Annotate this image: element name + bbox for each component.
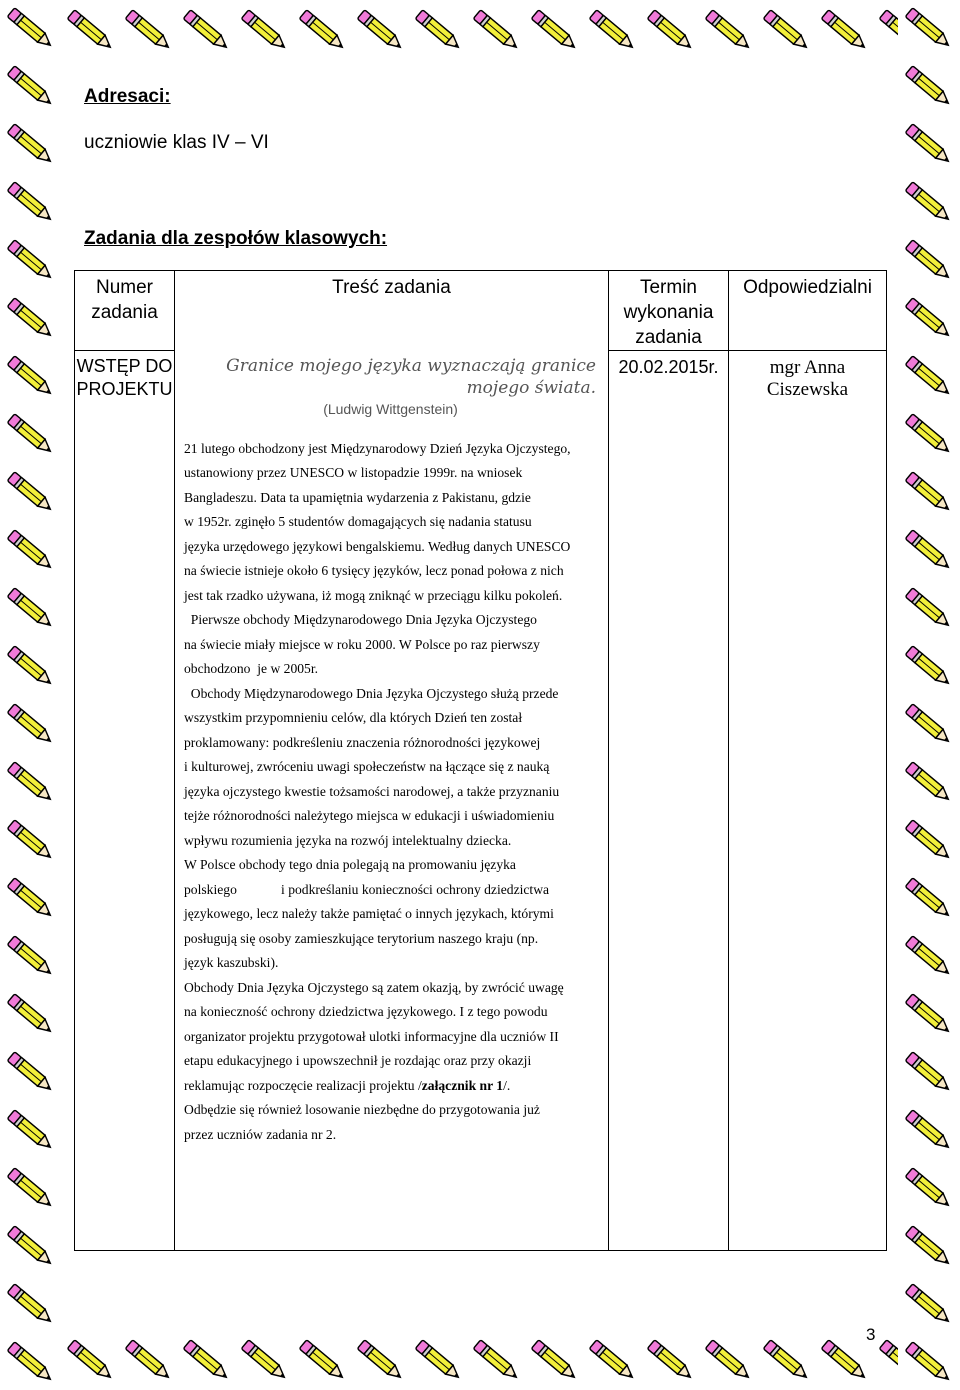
pencil-icon <box>642 1332 700 1390</box>
pencil-icon <box>2 406 60 464</box>
tasks-heading: Zadania dla zespołów klasowych: <box>84 228 388 249</box>
pencil-icon <box>236 2 294 60</box>
pencil-icon <box>900 1102 958 1160</box>
paragraph: Obchody Międzynarodowego Dnia Języka Ojczystego służą przede wszystkim przypomnieniu celów, dla których Dzień ten został proklamowany: podkreśleniu znaczenia różnorodności językowej i kulturowej, zwróceniu uwagi społeczeństw na łączące się z nauką języka ojczystego kwestie tożsamości narodowej, a także przyznaniu tejże różnorodności należytego miejsca w edukacji i uświadomieniu wpływu rozumienia języka na rozwój intelektualny dziecka. <box>184 685 560 848</box>
table-row <box>75 351 887 1251</box>
pencil-icon <box>2 580 60 638</box>
pencil-border-left <box>0 0 62 1390</box>
pencil-icon <box>526 1332 584 1390</box>
header-deadline: Termin wykonania zadania <box>609 271 729 351</box>
pencil-icon <box>2 928 60 986</box>
pencil-icon <box>900 348 958 406</box>
task-content <box>175 351 609 1251</box>
task-deadline: 20.02.2015r. <box>609 351 729 1251</box>
pencil-icon <box>900 1276 958 1334</box>
pencil-icon <box>410 2 468 60</box>
attachment-suffix: /. <box>503 1077 511 1093</box>
pencil-icon <box>2 522 60 580</box>
pencil-icon <box>2 696 60 754</box>
addressees-value: uczniowie klas IV – VI <box>84 132 269 153</box>
pencil-icon <box>758 1332 816 1390</box>
closing-paragraph: Odbędzie się również losowanie niezbędne do przygotowania już przez uczniów zadania nr 2. <box>184 1102 540 1142</box>
pencil-icon <box>900 116 958 174</box>
paragraph: 21 lutego obchodzony jest Międzynarodowy Dzień Języka Ojczystego, ustanowiony przez UNESCO w listopadzie 1999r. na wniosek Bangladeszu. Data ta upamiętnia wydarzenia z Pakistanu, gdzie w 1952r. zginęło 5 studentów domagających się nadania statusu języka urzędowego językowi bengalskiemu. Według danych UNESCO na świecie istnieje około 6 tysięcy języków, lecz ponad połowa z nich jest tak rzadko używana, iż mogą zniknąć w przeciągu kilku pokoleń. <box>184 440 571 603</box>
pencil-icon <box>900 232 958 290</box>
pencil-icon <box>900 1160 958 1218</box>
pencil-icon <box>816 2 874 60</box>
pencil-icon <box>2 1276 60 1334</box>
pencil-icon <box>900 754 958 812</box>
pencil-icon <box>2 638 60 696</box>
pencil-icon <box>178 2 236 60</box>
pencil-icon <box>900 986 958 1044</box>
pencil-icon <box>410 1332 468 1390</box>
pencil-icon <box>352 2 410 60</box>
pencil-icon <box>2 174 60 232</box>
pencil-icon <box>700 2 758 60</box>
pencil-icon <box>62 2 120 60</box>
pencil-icon <box>874 1332 898 1390</box>
motto <box>175 351 608 419</box>
pencil-icon <box>900 580 958 638</box>
pencil-icon <box>2 290 60 348</box>
pencil-icon <box>900 58 958 116</box>
pencil-icon <box>900 928 958 986</box>
pencil-icon <box>178 1332 236 1390</box>
pencil-icon <box>900 0 958 58</box>
pencil-icon <box>2 1218 60 1276</box>
pencil-border-right <box>898 0 960 1390</box>
pencil-icon <box>584 1332 642 1390</box>
pencil-icon <box>2 232 60 290</box>
pencil-icon <box>900 812 958 870</box>
pencil-icon <box>900 1334 958 1390</box>
page-number: 3 <box>866 1325 876 1344</box>
pencil-icon <box>2 58 60 116</box>
task-description <box>175 419 608 1148</box>
attachment-reference: załącznik nr 1 <box>421 1077 504 1093</box>
pencil-icon <box>62 1332 120 1390</box>
pencil-icon <box>2 464 60 522</box>
pencil-icon <box>2 754 60 812</box>
pencil-icon <box>900 638 958 696</box>
header-responsible: Odpowiedzialni <box>729 271 887 351</box>
pencil-icon <box>2 116 60 174</box>
pencil-icon <box>120 1332 178 1390</box>
quote-text: Granice mojego języka wyznaczają granice mojego świata. <box>226 355 596 398</box>
pencil-icon <box>900 696 958 754</box>
header-number: Numer zadania <box>75 271 175 351</box>
addressees-heading: Adresaci: <box>84 86 171 107</box>
pencil-icon <box>120 2 178 60</box>
quote-author: (Ludwig Wittgenstein) <box>323 400 458 417</box>
pencil-icon <box>2 812 60 870</box>
pencil-icon <box>900 464 958 522</box>
pencil-icon <box>642 2 700 60</box>
pencil-icon <box>2 870 60 928</box>
pencil-icon <box>2 0 60 58</box>
task-number: WSTĘP DO PROJEKTU <box>75 351 175 1251</box>
pencil-icon <box>468 1332 526 1390</box>
tasks-table <box>74 270 887 1251</box>
table-header-row <box>75 271 887 351</box>
pencil-icon <box>900 174 958 232</box>
pencil-icon <box>900 406 958 464</box>
pencil-icon <box>2 348 60 406</box>
paragraph: Pierwsze obchody Międzynarodowego Dnia Języka Ojczystego na świecie miały miejsce w roku 2000. W Polsce po raz pierwszy obchodzono je w 2005r. <box>184 612 540 676</box>
paragraph <box>184 976 598 1099</box>
pencil-icon <box>2 986 60 1044</box>
task-responsible: mgr Anna Ciszewska <box>729 351 887 1251</box>
pencil-icon <box>584 2 642 60</box>
pencil-icon <box>2 1044 60 1102</box>
pencil-icon <box>900 1044 958 1102</box>
pencil-border-top <box>62 0 898 60</box>
pencil-icon <box>900 870 958 928</box>
pencil-icon <box>468 2 526 60</box>
pencil-icon <box>2 1334 60 1390</box>
pencil-border-bottom <box>62 1330 898 1390</box>
pencil-icon <box>900 1218 958 1276</box>
pencil-icon <box>874 2 898 60</box>
pencil-icon <box>2 1160 60 1218</box>
header-content: Treść zadania <box>175 271 609 351</box>
pencil-icon <box>526 2 584 60</box>
pencil-icon <box>900 522 958 580</box>
pencil-icon <box>758 2 816 60</box>
pencil-icon <box>900 290 958 348</box>
paragraph-text: Obchody Dnia Języka Ojczystego są zatem okazją, by zwrócić uwagę na konieczność ochrony dziedzictwa językowego. I z tego powodu organizator projektu przygotował ulotki informacyjne dla uczniów II etapu edukacyjnego i upowszechnił je rozdając oraz przy okazji reklamując rozpoczęcie realizacji projektu / <box>184 979 564 1093</box>
pencil-icon <box>352 1332 410 1390</box>
paragraph: W Polsce obchody tego dnia polegają na promowaniu języka polskiego i podkreślaniu konieczności ochrony dziedzictwa językowego, lecz należy także pamiętać o innych językach, którymi posługują się osoby zamieszkujące terytorium naszego kraju (np. język kaszubski). <box>184 857 554 970</box>
pencil-icon <box>2 1102 60 1160</box>
pencil-icon <box>294 1332 352 1390</box>
pencil-icon <box>294 2 352 60</box>
pencil-icon <box>700 1332 758 1390</box>
pencil-icon <box>236 1332 294 1390</box>
